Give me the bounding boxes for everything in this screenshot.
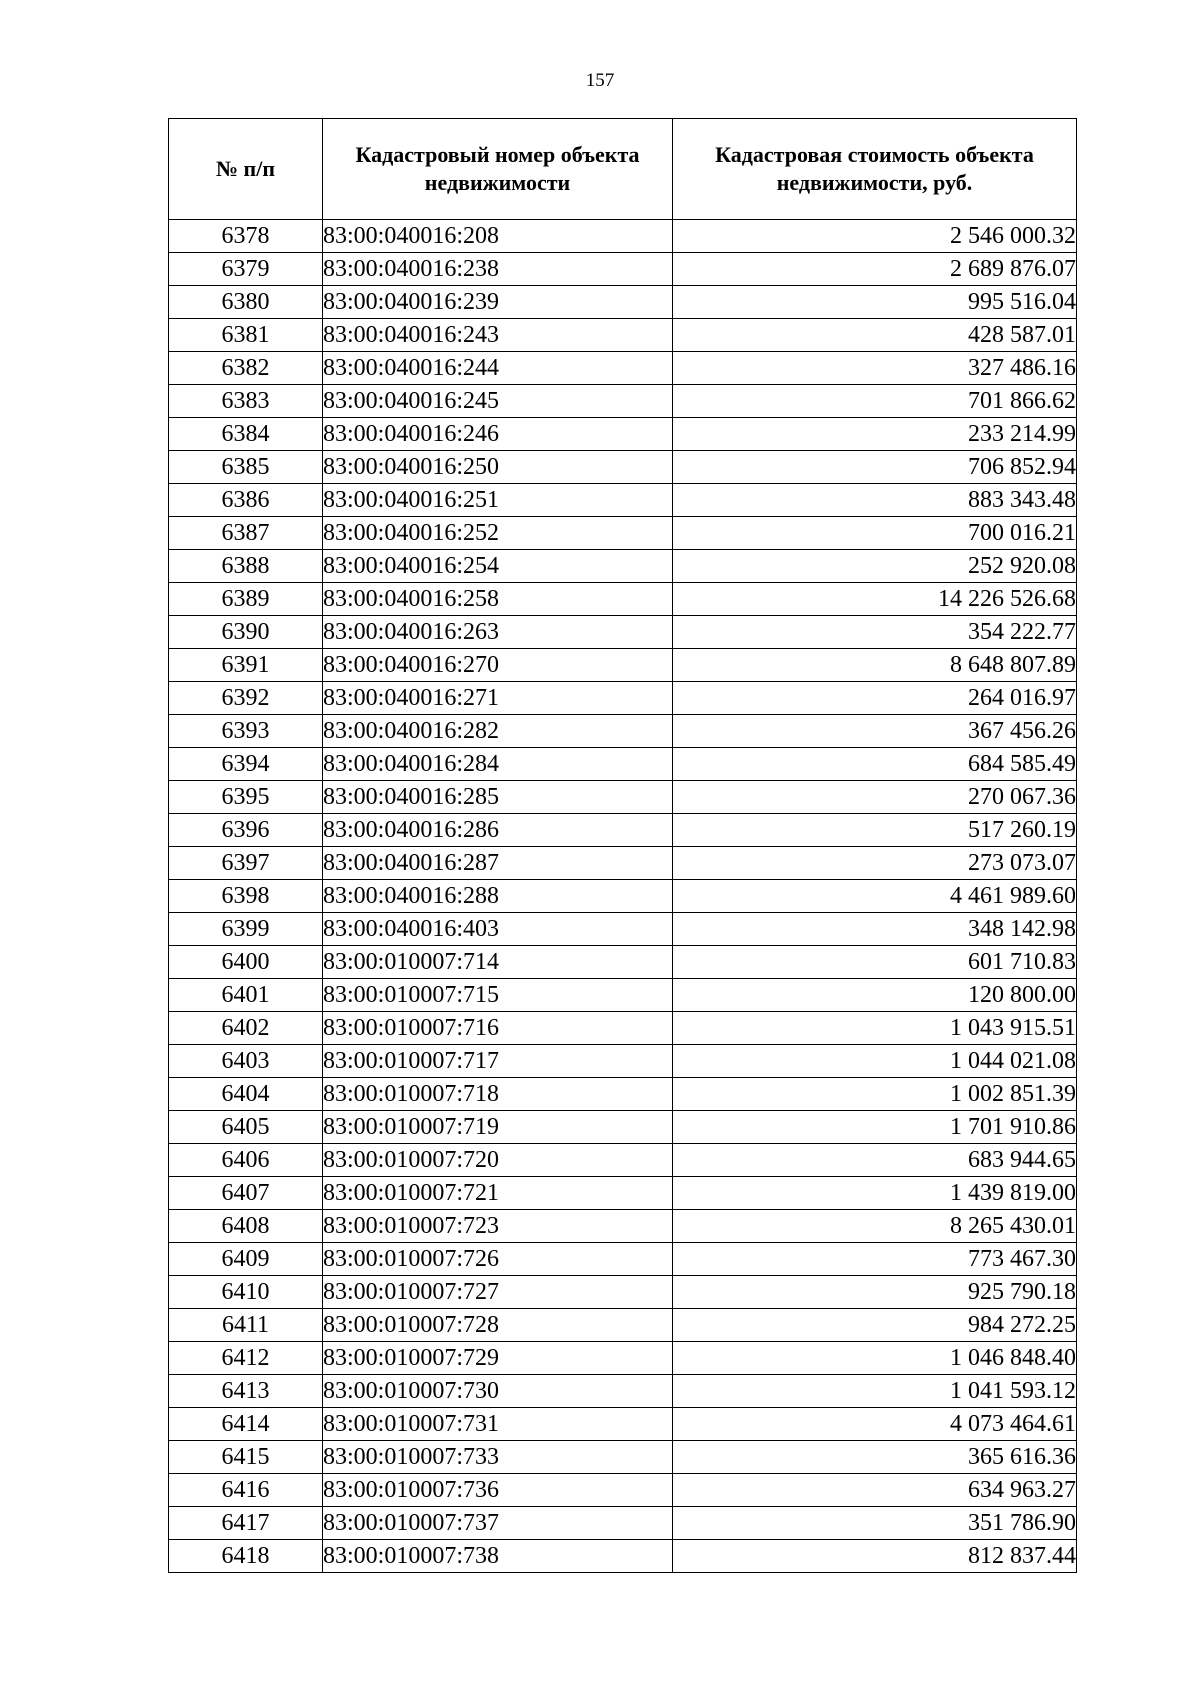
- row-number-cell: 6390: [169, 616, 323, 649]
- cadastral-value-cell: 1 439 819.00: [673, 1177, 1077, 1210]
- cadastral-number-cell: 83:00:010007:718: [323, 1078, 673, 1111]
- cadastral-number-cell: 83:00:040016:270: [323, 649, 673, 682]
- cadastral-value-cell: 120 800.00: [673, 979, 1077, 1012]
- header-row: [169, 119, 1077, 220]
- table-row: [169, 1507, 1077, 1540]
- cadastral-value-cell: 700 016.21: [673, 517, 1077, 550]
- row-number-cell: 6414: [169, 1408, 323, 1441]
- row-number-cell: 6388: [169, 550, 323, 583]
- cadastral-value-cell: 925 790.18: [673, 1276, 1077, 1309]
- cadastral-number-cell: 83:00:010007:729: [323, 1342, 673, 1375]
- row-number-cell: 6405: [169, 1111, 323, 1144]
- table-row: [169, 1144, 1077, 1177]
- table-row: [169, 418, 1077, 451]
- cadastral-value-cell: 984 272.25: [673, 1309, 1077, 1342]
- row-number-cell: 6378: [169, 220, 323, 253]
- cadastral-number-cell: 83:00:010007:727: [323, 1276, 673, 1309]
- cadastral-number-cell: 83:00:010007:716: [323, 1012, 673, 1045]
- table-row: [169, 1540, 1077, 1573]
- table-row: [169, 1474, 1077, 1507]
- cadastral-value-cell: 773 467.30: [673, 1243, 1077, 1276]
- page-number: 157: [585, 70, 615, 91]
- table-row: [169, 319, 1077, 352]
- cadastral-value-cell: 428 587.01: [673, 319, 1077, 352]
- cadastral-number-cell: 83:00:040016:239: [323, 286, 673, 319]
- table-row: [169, 583, 1077, 616]
- cadastral-number-cell: 83:00:010007:736: [323, 1474, 673, 1507]
- cadastral-number-cell: 83:00:040016:258: [323, 583, 673, 616]
- table-row: [169, 1408, 1077, 1441]
- row-number-cell: 6384: [169, 418, 323, 451]
- header-row-number: № п/п: [169, 119, 323, 220]
- row-number-cell: 6389: [169, 583, 323, 616]
- cadastral-number-cell: 83:00:040016:287: [323, 847, 673, 880]
- cadastral-value-cell: 1 046 848.40: [673, 1342, 1077, 1375]
- row-number-cell: 6417: [169, 1507, 323, 1540]
- row-number-cell: 6411: [169, 1309, 323, 1342]
- row-number-cell: 6398: [169, 880, 323, 913]
- cadastral-number-cell: 83:00:040016:251: [323, 484, 673, 517]
- row-number-cell: 6379: [169, 253, 323, 286]
- cadastral-number-cell: 83:00:040016:252: [323, 517, 673, 550]
- table-row: [169, 616, 1077, 649]
- table-row: [169, 550, 1077, 583]
- table-row: [169, 979, 1077, 1012]
- row-number-cell: 6387: [169, 517, 323, 550]
- cadastral-value-cell: 684 585.49: [673, 748, 1077, 781]
- table-row: [169, 748, 1077, 781]
- cadastral-value-cell: 1 044 021.08: [673, 1045, 1077, 1078]
- table-row: [169, 715, 1077, 748]
- row-number-cell: 6402: [169, 1012, 323, 1045]
- table-row: [169, 1309, 1077, 1342]
- row-number-cell: 6393: [169, 715, 323, 748]
- table-row: [169, 1375, 1077, 1408]
- table-header: [169, 119, 1077, 220]
- cadastral-number-cell: 83:00:040016:243: [323, 319, 673, 352]
- cadastral-value-cell: 517 260.19: [673, 814, 1077, 847]
- cadastral-number-cell: 83:00:040016:208: [323, 220, 673, 253]
- table-row: [169, 880, 1077, 913]
- table-row: [169, 1276, 1077, 1309]
- row-number-cell: 6392: [169, 682, 323, 715]
- table-row: [169, 1045, 1077, 1078]
- cadastral-number-cell: 83:00:010007:721: [323, 1177, 673, 1210]
- row-number-cell: 6418: [169, 1540, 323, 1573]
- table-row: [169, 352, 1077, 385]
- table-row: [169, 517, 1077, 550]
- cadastral-value-cell: 270 067.36: [673, 781, 1077, 814]
- row-number-cell: 6412: [169, 1342, 323, 1375]
- cadastral-value-cell: 8 648 807.89: [673, 649, 1077, 682]
- cadastral-value-cell: 4 461 989.60: [673, 880, 1077, 913]
- row-number-cell: 6386: [169, 484, 323, 517]
- cadastral-value-cell: 706 852.94: [673, 451, 1077, 484]
- cadastral-number-cell: 83:00:040016:284: [323, 748, 673, 781]
- cadastral-value-cell: 634 963.27: [673, 1474, 1077, 1507]
- table-row: [169, 1441, 1077, 1474]
- cadastral-number-cell: 83:00:040016:250: [323, 451, 673, 484]
- cadastral-value-cell: 327 486.16: [673, 352, 1077, 385]
- cadastral-number-cell: 83:00:040016:288: [323, 880, 673, 913]
- cadastral-number-cell: 83:00:010007:723: [323, 1210, 673, 1243]
- cadastral-value-cell: 601 710.83: [673, 946, 1077, 979]
- cadastral-number-cell: 83:00:040016:246: [323, 418, 673, 451]
- row-number-cell: 6409: [169, 1243, 323, 1276]
- cadastral-value-cell: 883 343.48: [673, 484, 1077, 517]
- cadastral-value-cell: 1 041 593.12: [673, 1375, 1077, 1408]
- row-number-cell: 6400: [169, 946, 323, 979]
- cadastral-number-cell: 83:00:010007:714: [323, 946, 673, 979]
- row-number-cell: 6396: [169, 814, 323, 847]
- table-row: [169, 286, 1077, 319]
- cadastral-value-cell: 1 701 910.86: [673, 1111, 1077, 1144]
- cadastral-value-cell: 273 073.07: [673, 847, 1077, 880]
- cadastral-number-cell: 83:00:040016:238: [323, 253, 673, 286]
- row-number-cell: 6399: [169, 913, 323, 946]
- row-number-cell: 6413: [169, 1375, 323, 1408]
- row-number-cell: 6382: [169, 352, 323, 385]
- row-number-cell: 6401: [169, 979, 323, 1012]
- cadastral-number-cell: 83:00:040016:403: [323, 913, 673, 946]
- cadastral-number-cell: 83:00:040016:286: [323, 814, 673, 847]
- table-row: [169, 1342, 1077, 1375]
- cadastral-value-cell: 351 786.90: [673, 1507, 1077, 1540]
- cadastral-value-cell: 367 456.26: [673, 715, 1077, 748]
- cadastral-value-cell: 812 837.44: [673, 1540, 1077, 1573]
- cadastral-number-cell: 83:00:010007:726: [323, 1243, 673, 1276]
- cadastral-value-cell: 252 920.08: [673, 550, 1077, 583]
- cadastral-number-cell: 83:00:010007:719: [323, 1111, 673, 1144]
- cadastral-number-cell: 83:00:010007:728: [323, 1309, 673, 1342]
- cadastral-value-cell: 354 222.77: [673, 616, 1077, 649]
- header-cadastral-value: Кадастровая стоимость объекта недвижимости, руб.: [673, 119, 1077, 220]
- cadastral-number-cell: 83:00:010007:730: [323, 1375, 673, 1408]
- table-row: [169, 814, 1077, 847]
- table-row: [169, 847, 1077, 880]
- cadastral-value-cell: 701 866.62: [673, 385, 1077, 418]
- cadastral-value-cell: 1 043 915.51: [673, 1012, 1077, 1045]
- table-row: [169, 1012, 1077, 1045]
- cadastral-number-cell: 83:00:010007:731: [323, 1408, 673, 1441]
- row-number-cell: 6406: [169, 1144, 323, 1177]
- row-number-cell: 6391: [169, 649, 323, 682]
- cadastral-value-cell: 2 689 876.07: [673, 253, 1077, 286]
- cadastral-number-cell: 83:00:040016:254: [323, 550, 673, 583]
- row-number-cell: 6395: [169, 781, 323, 814]
- table-row: [169, 682, 1077, 715]
- cadastral-value-cell: 264 016.97: [673, 682, 1077, 715]
- cadastral-value-cell: 365 616.36: [673, 1441, 1077, 1474]
- cadastral-value-cell: 4 073 464.61: [673, 1408, 1077, 1441]
- row-number-cell: 6407: [169, 1177, 323, 1210]
- cadastral-number-cell: 83:00:010007:733: [323, 1441, 673, 1474]
- table-row: [169, 649, 1077, 682]
- table-row: [169, 946, 1077, 979]
- cadastral-number-cell: 83:00:010007:717: [323, 1045, 673, 1078]
- header-cadastral-number: Кадастровый номер объекта недвижимости: [323, 119, 673, 220]
- cadastral-number-cell: 83:00:010007:737: [323, 1507, 673, 1540]
- cadastre-table: [168, 118, 1077, 1573]
- cadastral-value-cell: 233 214.99: [673, 418, 1077, 451]
- row-number-cell: 6397: [169, 847, 323, 880]
- cadastral-number-cell: 83:00:040016:263: [323, 616, 673, 649]
- table-row: [169, 484, 1077, 517]
- cadastral-number-cell: 83:00:040016:271: [323, 682, 673, 715]
- table-row: [169, 451, 1077, 484]
- table-row: [169, 913, 1077, 946]
- row-number-cell: 6383: [169, 385, 323, 418]
- row-number-cell: 6408: [169, 1210, 323, 1243]
- cadastral-number-cell: 83:00:040016:285: [323, 781, 673, 814]
- cadastral-value-cell: 683 944.65: [673, 1144, 1077, 1177]
- table-body: [169, 220, 1077, 1573]
- cadastral-number-cell: 83:00:040016:282: [323, 715, 673, 748]
- cadastral-value-cell: 1 002 851.39: [673, 1078, 1077, 1111]
- cadastral-number-cell: 83:00:010007:720: [323, 1144, 673, 1177]
- cadastral-value-cell: 14 226 526.68: [673, 583, 1077, 616]
- cadastral-number-cell: 83:00:040016:245: [323, 385, 673, 418]
- table-row: [169, 1177, 1077, 1210]
- table-row: [169, 253, 1077, 286]
- table-row: [169, 781, 1077, 814]
- table-row: [169, 1243, 1077, 1276]
- row-number-cell: 6416: [169, 1474, 323, 1507]
- row-number-cell: 6410: [169, 1276, 323, 1309]
- row-number-cell: 6394: [169, 748, 323, 781]
- table-row: [169, 1210, 1077, 1243]
- cadastral-value-cell: 348 142.98: [673, 913, 1077, 946]
- cadastral-number-cell: 83:00:040016:244: [323, 352, 673, 385]
- row-number-cell: 6403: [169, 1045, 323, 1078]
- row-number-cell: 6385: [169, 451, 323, 484]
- table-row: [169, 220, 1077, 253]
- table-row: [169, 1078, 1077, 1111]
- row-number-cell: 6380: [169, 286, 323, 319]
- row-number-cell: 6404: [169, 1078, 323, 1111]
- row-number-cell: 6381: [169, 319, 323, 352]
- cadastral-value-cell: 8 265 430.01: [673, 1210, 1077, 1243]
- table-row: [169, 385, 1077, 418]
- cadastral-number-cell: 83:00:010007:738: [323, 1540, 673, 1573]
- table-row: [169, 1111, 1077, 1144]
- row-number-cell: 6415: [169, 1441, 323, 1474]
- cadastral-value-cell: 995 516.04: [673, 286, 1077, 319]
- cadastral-value-cell: 2 546 000.32: [673, 220, 1077, 253]
- cadastral-number-cell: 83:00:010007:715: [323, 979, 673, 1012]
